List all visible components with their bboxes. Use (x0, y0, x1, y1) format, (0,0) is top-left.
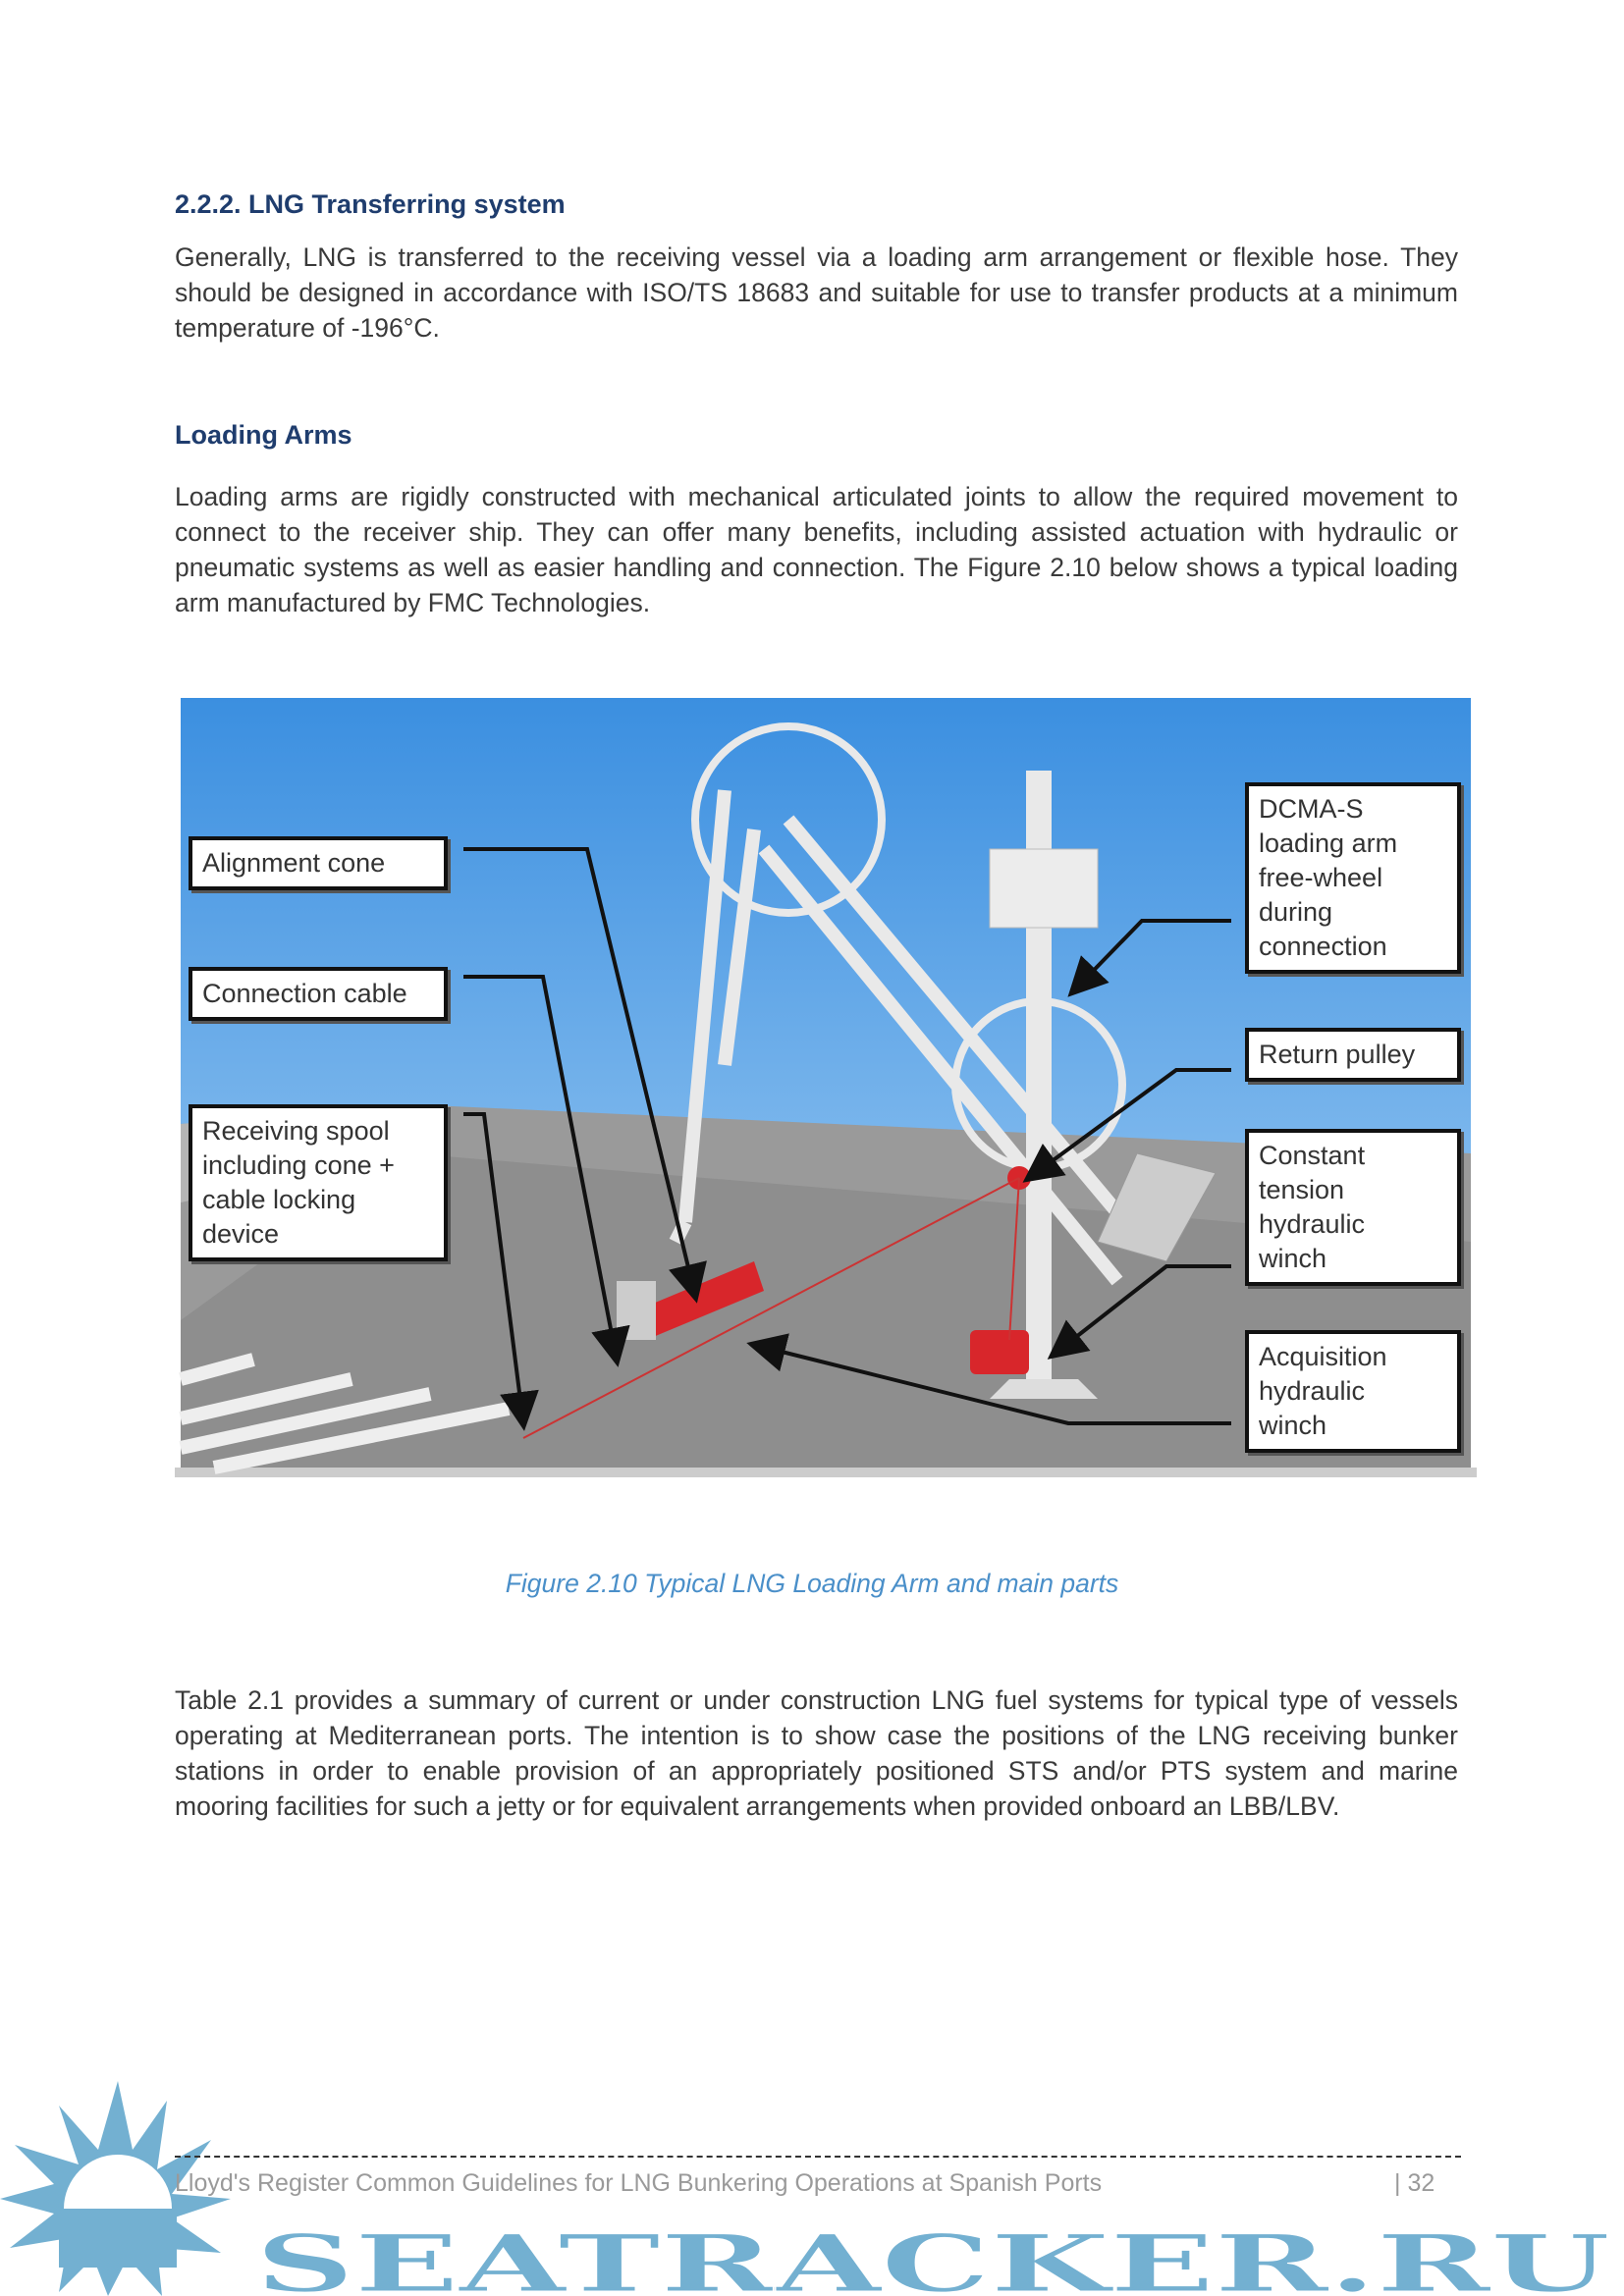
table-intro-paragraph: Table 2.1 provides a summary of current or under construction LNG fuel systems for typical type of vessels operating at Mediterranean ports. The intention is to show case the positions of the LNG receiving bunker stations in order to enable provision of an appropriately positioned STS and/or PTS system and marine mooring facilities for such a jetty or for equivalent arrangements when provided onboard an LBB/LBV. (175, 1685, 1458, 1821)
figure-label-right (1245, 1129, 1461, 1286)
figure-label-line: hydraulic (1259, 1209, 1366, 1239)
figure-label-line: loading arm (1259, 828, 1398, 858)
figure-label-line: winch (1259, 1411, 1327, 1440)
figure-label-line: Receiving spool (202, 1116, 390, 1146)
figure-label-line: including cone + (202, 1150, 395, 1180)
section-heading: 2.2.2. LNG Transferring system (175, 189, 566, 219)
figure-label-line: free-wheel (1259, 863, 1383, 892)
figure-label-line: connection (1259, 932, 1387, 961)
figure-label-line: cable locking (202, 1185, 356, 1214)
figure-label-left (189, 836, 448, 890)
subsection-heading: Loading Arms (175, 420, 352, 450)
figure-label-line: winch (1259, 1244, 1327, 1273)
figure-label-line: Acquisition (1259, 1342, 1387, 1371)
figure-label-right (1245, 1028, 1461, 1082)
figure-label-line: during (1259, 897, 1333, 927)
figure-label-line: tension (1259, 1175, 1345, 1204)
figure-caption: Figure 2.10 Typical LNG Loading Arm and main parts (505, 1569, 1119, 1598)
figure-label-line: device (202, 1219, 280, 1249)
figure-label-left (189, 967, 448, 1021)
figure-label-line: Alignment cone (202, 848, 386, 878)
figure-label-right (1245, 782, 1461, 974)
figure-label-line: DCMA-S (1259, 794, 1364, 824)
watermark-text: SEATRACKER.RU (255, 2217, 1610, 2296)
figure-label-right (1245, 1330, 1461, 1453)
figure-label-left (189, 1104, 448, 1261)
footer-divider (175, 2156, 1461, 2158)
loading-arms-paragraph: Loading arms are rigidly constructed with mechanical articulated joints to allow the required movement to connect to the receiver ship. They can offer many benefits, including assisted actuation with hydraulic or pneumatic systems as well as easier handling and connection. The Figure 2.10 below shows a typical loading arm manufactured by FMC Technologies. (175, 482, 1458, 617)
figure-label-line: hydraulic (1259, 1376, 1366, 1406)
figure-label-line: Return pulley (1259, 1040, 1416, 1069)
footer-text: Lloyd's Register Common Guidelines for LNG Bunkering Operations at Spanish Ports (175, 2169, 1103, 2197)
loading-arm-figure (175, 692, 1477, 1477)
figure-label-line: Constant (1259, 1141, 1366, 1170)
figure-label-line: Connection cable (202, 979, 407, 1008)
intro-paragraph: Generally, LNG is transferred to the receiving vessel via a loading arm arrangement or flexible hose. They should be designed in accordance with ISO/TS 18683 and suitable for use to transfer products at a minimum temperature of -196°C. (175, 242, 1458, 343)
page-number: | 32 (1394, 2169, 1435, 2197)
